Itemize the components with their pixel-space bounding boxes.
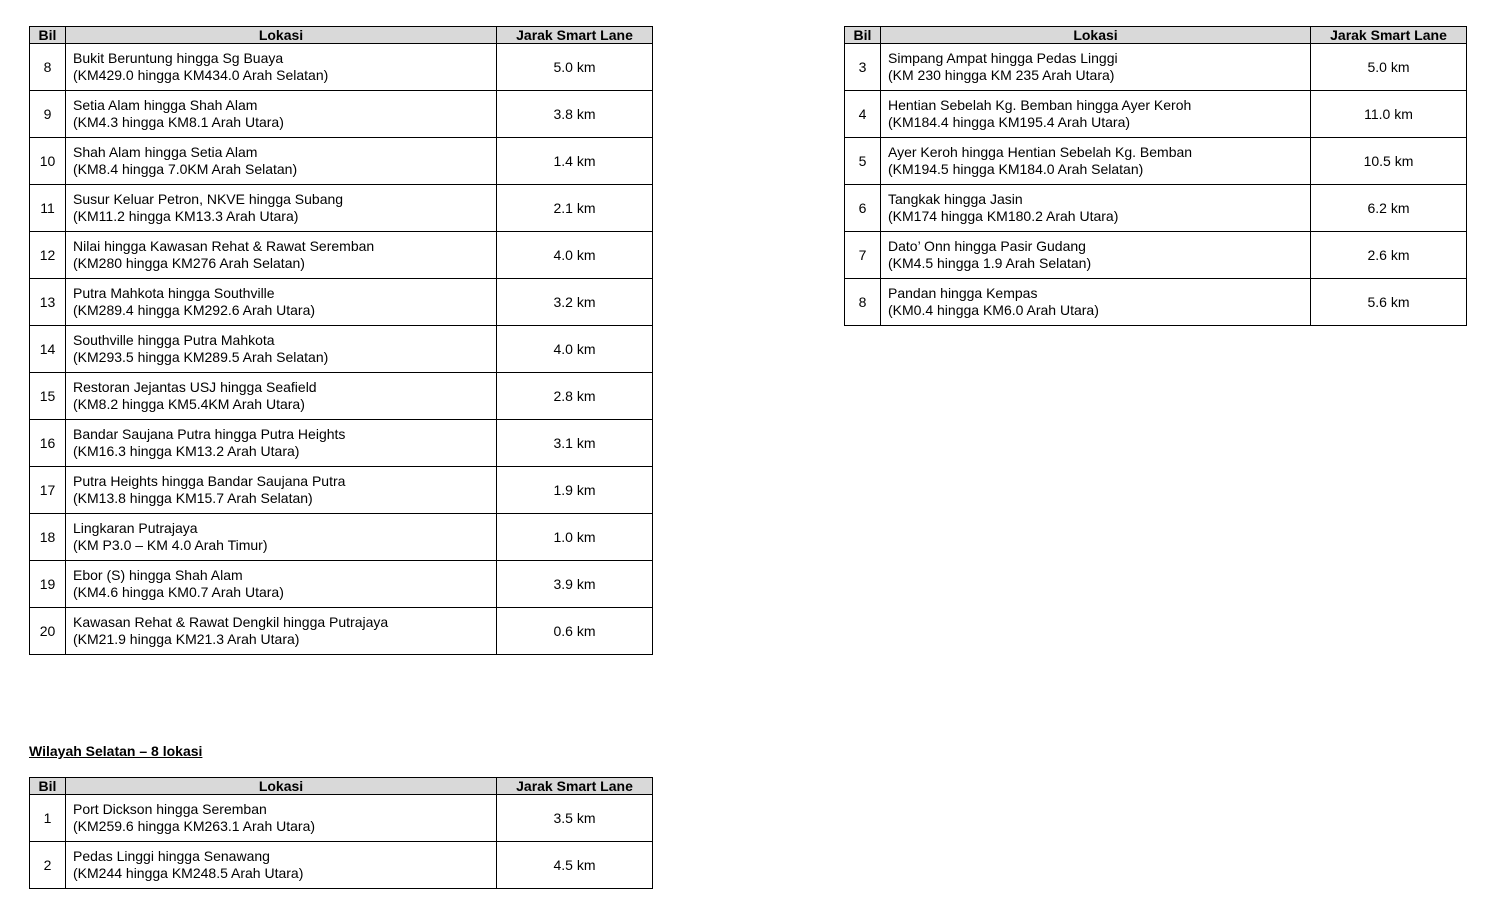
- cell-lokasi: [66, 561, 497, 608]
- table-row: [845, 44, 1467, 91]
- cell-lokasi: [66, 91, 497, 138]
- smart-lane-table-south: [29, 777, 653, 889]
- cell-bil: 5: [845, 138, 881, 185]
- cell-bil: 17: [30, 467, 66, 514]
- table-body: [845, 44, 1467, 326]
- cell-bil: 16: [30, 420, 66, 467]
- cell-bil: 11: [30, 185, 66, 232]
- table-row: [30, 795, 653, 842]
- location-km-range: (KM4.5 hingga 1.9 Arah Selatan): [888, 255, 1092, 271]
- table-row: [30, 608, 653, 655]
- cell-jarak: 5.0 km: [497, 44, 653, 91]
- location-km-range: (KM4.6 hingga KM0.7 Arah Utara): [73, 584, 284, 600]
- header-bil: Bil: [30, 27, 66, 44]
- cell-bil: 8: [845, 279, 881, 326]
- cell-bil: 18: [30, 514, 66, 561]
- location-km-range: (KM21.9 hingga KM21.3 Arah Utara): [73, 631, 300, 647]
- cell-bil: 10: [30, 138, 66, 185]
- cell-lokasi: [881, 185, 1311, 232]
- location-km-range: (KM244 hingga KM248.5 Arah Utara): [73, 865, 304, 881]
- location-km-range: (KM429.0 hingga KM434.0 Arah Selatan): [73, 67, 329, 83]
- cell-lokasi: [66, 279, 497, 326]
- cell-jarak: 6.2 km: [1311, 185, 1467, 232]
- header-lokasi: Lokasi: [66, 778, 497, 795]
- location-route: Tangkak hingga Jasin: [888, 191, 1023, 207]
- table-row: [30, 91, 653, 138]
- location-km-range: (KM0.4 hingga KM6.0 Arah Utara): [888, 302, 1099, 318]
- cell-jarak: 4.5 km: [497, 842, 653, 889]
- cell-jarak: 1.4 km: [497, 138, 653, 185]
- header-bil: Bil: [845, 27, 881, 44]
- section-heading-wilayah-selatan: Wilayah Selatan – 8 lokasi: [29, 743, 203, 759]
- cell-bil: 12: [30, 232, 66, 279]
- location-km-range: (KM 230 hingga KM 235 Arah Utara): [888, 67, 1115, 83]
- cell-lokasi: [66, 232, 497, 279]
- cell-jarak: 1.9 km: [497, 467, 653, 514]
- cell-jarak: 0.6 km: [497, 608, 653, 655]
- cell-jarak: 11.0 km: [1311, 91, 1467, 138]
- smart-lane-table-left: [29, 26, 653, 655]
- cell-bil: 20: [30, 608, 66, 655]
- location-km-range: (KM174 hingga KM180.2 Arah Utara): [888, 208, 1119, 224]
- location-km-range: (KM P3.0 – KM 4.0 Arah Timur): [73, 537, 268, 553]
- header-lokasi: Lokasi: [881, 27, 1311, 44]
- location-km-range: (KM8.2 hingga KM5.4KM Arah Utara): [73, 396, 305, 412]
- cell-lokasi: [66, 842, 497, 889]
- location-route: Lingkaran Putrajaya: [73, 520, 198, 536]
- cell-bil: 9: [30, 91, 66, 138]
- location-route: Southville hingga Putra Mahkota: [73, 332, 275, 348]
- location-km-range: (KM293.5 hingga KM289.5 Arah Selatan): [73, 349, 329, 365]
- table-row: [30, 44, 653, 91]
- location-km-range: (KM16.3 hingga KM13.2 Arah Utara): [73, 443, 300, 459]
- cell-jarak: 3.9 km: [497, 561, 653, 608]
- table-header-row: [30, 27, 653, 44]
- location-route: Nilai hingga Kawasan Rehat & Rawat Seremban: [73, 238, 375, 254]
- cell-bil: 3: [845, 44, 881, 91]
- cell-lokasi: [881, 91, 1311, 138]
- cell-bil: 1: [30, 795, 66, 842]
- cell-jarak: 5.6 km: [1311, 279, 1467, 326]
- location-route: Pandan hingga Kempas: [888, 285, 1038, 301]
- location-route: Shah Alam hingga Setia Alam: [73, 144, 258, 160]
- cell-lokasi: [66, 373, 497, 420]
- cell-lokasi: [66, 44, 497, 91]
- table-row: [30, 232, 653, 279]
- location-km-range: (KM289.4 hingga KM292.6 Arah Utara): [73, 302, 316, 318]
- location-route: Restoran Jejantas USJ hingga Seafield: [73, 379, 317, 395]
- header-bil: Bil: [30, 778, 66, 795]
- table-row: [30, 842, 653, 889]
- table-row: [30, 373, 653, 420]
- table-row: [30, 279, 653, 326]
- location-route: Pedas Linggi hingga Senawang: [73, 848, 270, 864]
- cell-lokasi: [881, 279, 1311, 326]
- header-jarak: Jarak Smart Lane: [497, 778, 653, 795]
- cell-jarak: 2.6 km: [1311, 232, 1467, 279]
- location-route: Kawasan Rehat & Rawat Dengkil hingga Putrajaya: [73, 614, 389, 630]
- location-km-range: (KM8.4 hingga 7.0KM Arah Selatan): [73, 161, 298, 177]
- table-row: [30, 561, 653, 608]
- location-route: Bandar Saujana Putra hingga Putra Heights: [73, 426, 346, 442]
- cell-bil: 2: [30, 842, 66, 889]
- header-jarak: Jarak Smart Lane: [1311, 27, 1467, 44]
- table-row: [30, 138, 653, 185]
- table-row: [845, 279, 1467, 326]
- location-route: Simpang Ampat hingga Pedas Linggi: [888, 50, 1118, 66]
- location-route: Port Dickson hingga Seremban: [73, 801, 267, 817]
- cell-jarak: 2.8 km: [497, 373, 653, 420]
- cell-jarak: 1.0 km: [497, 514, 653, 561]
- cell-lokasi: [66, 326, 497, 373]
- table-header-row: [30, 778, 653, 795]
- cell-bil: 4: [845, 91, 881, 138]
- location-km-range: (KM13.8 hingga KM15.7 Arah Selatan): [73, 490, 313, 506]
- cell-lokasi: [66, 185, 497, 232]
- cell-lokasi: [66, 420, 497, 467]
- cell-jarak: 4.0 km: [497, 326, 653, 373]
- header-jarak: Jarak Smart Lane: [497, 27, 653, 44]
- table-body: [30, 44, 653, 655]
- location-route: Bukit Beruntung hingga Sg Buaya: [73, 50, 284, 66]
- cell-lokasi: [881, 232, 1311, 279]
- location-km-range: (KM184.4 hingga KM195.4 Arah Utara): [888, 114, 1131, 130]
- location-km-range: (KM4.3 hingga KM8.1 Arah Utara): [73, 114, 284, 130]
- location-km-range: (KM11.2 hingga KM13.3 Arah Utara): [73, 208, 299, 224]
- cell-lokasi: [66, 514, 497, 561]
- table-row: [30, 420, 653, 467]
- cell-jarak: 4.0 km: [497, 232, 653, 279]
- location-route: Susur Keluar Petron, NKVE hingga Subang: [73, 191, 344, 207]
- location-route: Dato’ Onn hingga Pasir Gudang: [888, 238, 1086, 254]
- table-header-row: [845, 27, 1467, 44]
- table-row: [30, 514, 653, 561]
- cell-bil: 8: [30, 44, 66, 91]
- cell-bil: 19: [30, 561, 66, 608]
- cell-jarak: 2.1 km: [497, 185, 653, 232]
- location-route: Ebor (S) hingga Shah Alam: [73, 567, 243, 583]
- header-lokasi: Lokasi: [66, 27, 497, 44]
- table-row: [30, 467, 653, 514]
- cell-jarak: 3.8 km: [497, 91, 653, 138]
- cell-jarak: 3.5 km: [497, 795, 653, 842]
- location-route: Hentian Sebelah Kg. Bemban hingga Ayer Keroh: [888, 97, 1192, 113]
- cell-lokasi: [66, 467, 497, 514]
- cell-lokasi: [66, 608, 497, 655]
- cell-lokasi: [881, 138, 1311, 185]
- location-route: Setia Alam hingga Shah Alam: [73, 97, 258, 113]
- table-row: [845, 232, 1467, 279]
- cell-bil: 6: [845, 185, 881, 232]
- cell-jarak: 3.1 km: [497, 420, 653, 467]
- cell-bil: 7: [845, 232, 881, 279]
- table-row: [30, 185, 653, 232]
- table-row: [845, 185, 1467, 232]
- location-route: Ayer Keroh hingga Hentian Sebelah Kg. Bemban: [888, 144, 1193, 160]
- table-body: [30, 795, 653, 889]
- location-km-range: (KM280 hingga KM276 Arah Selatan): [73, 255, 305, 271]
- cell-bil: 15: [30, 373, 66, 420]
- location-km-range: (KM259.6 hingga KM263.1 Arah Utara): [73, 818, 316, 834]
- cell-lokasi: [66, 795, 497, 842]
- cell-lokasi: [66, 138, 497, 185]
- location-route: Putra Mahkota hingga Southville: [73, 285, 275, 301]
- smart-lane-table-right: [844, 26, 1467, 326]
- table-row: [845, 138, 1467, 185]
- location-km-range: (KM194.5 hingga KM184.0 Arah Selatan): [888, 161, 1144, 177]
- cell-lokasi: [881, 44, 1311, 91]
- table-row: [845, 91, 1467, 138]
- table-row: [30, 326, 653, 373]
- cell-jarak: 3.2 km: [497, 279, 653, 326]
- cell-jarak: 10.5 km: [1311, 138, 1467, 185]
- location-route: Putra Heights hingga Bandar Saujana Putra: [73, 473, 346, 489]
- cell-bil: 13: [30, 279, 66, 326]
- cell-jarak: 5.0 km: [1311, 44, 1467, 91]
- cell-bil: 14: [30, 326, 66, 373]
